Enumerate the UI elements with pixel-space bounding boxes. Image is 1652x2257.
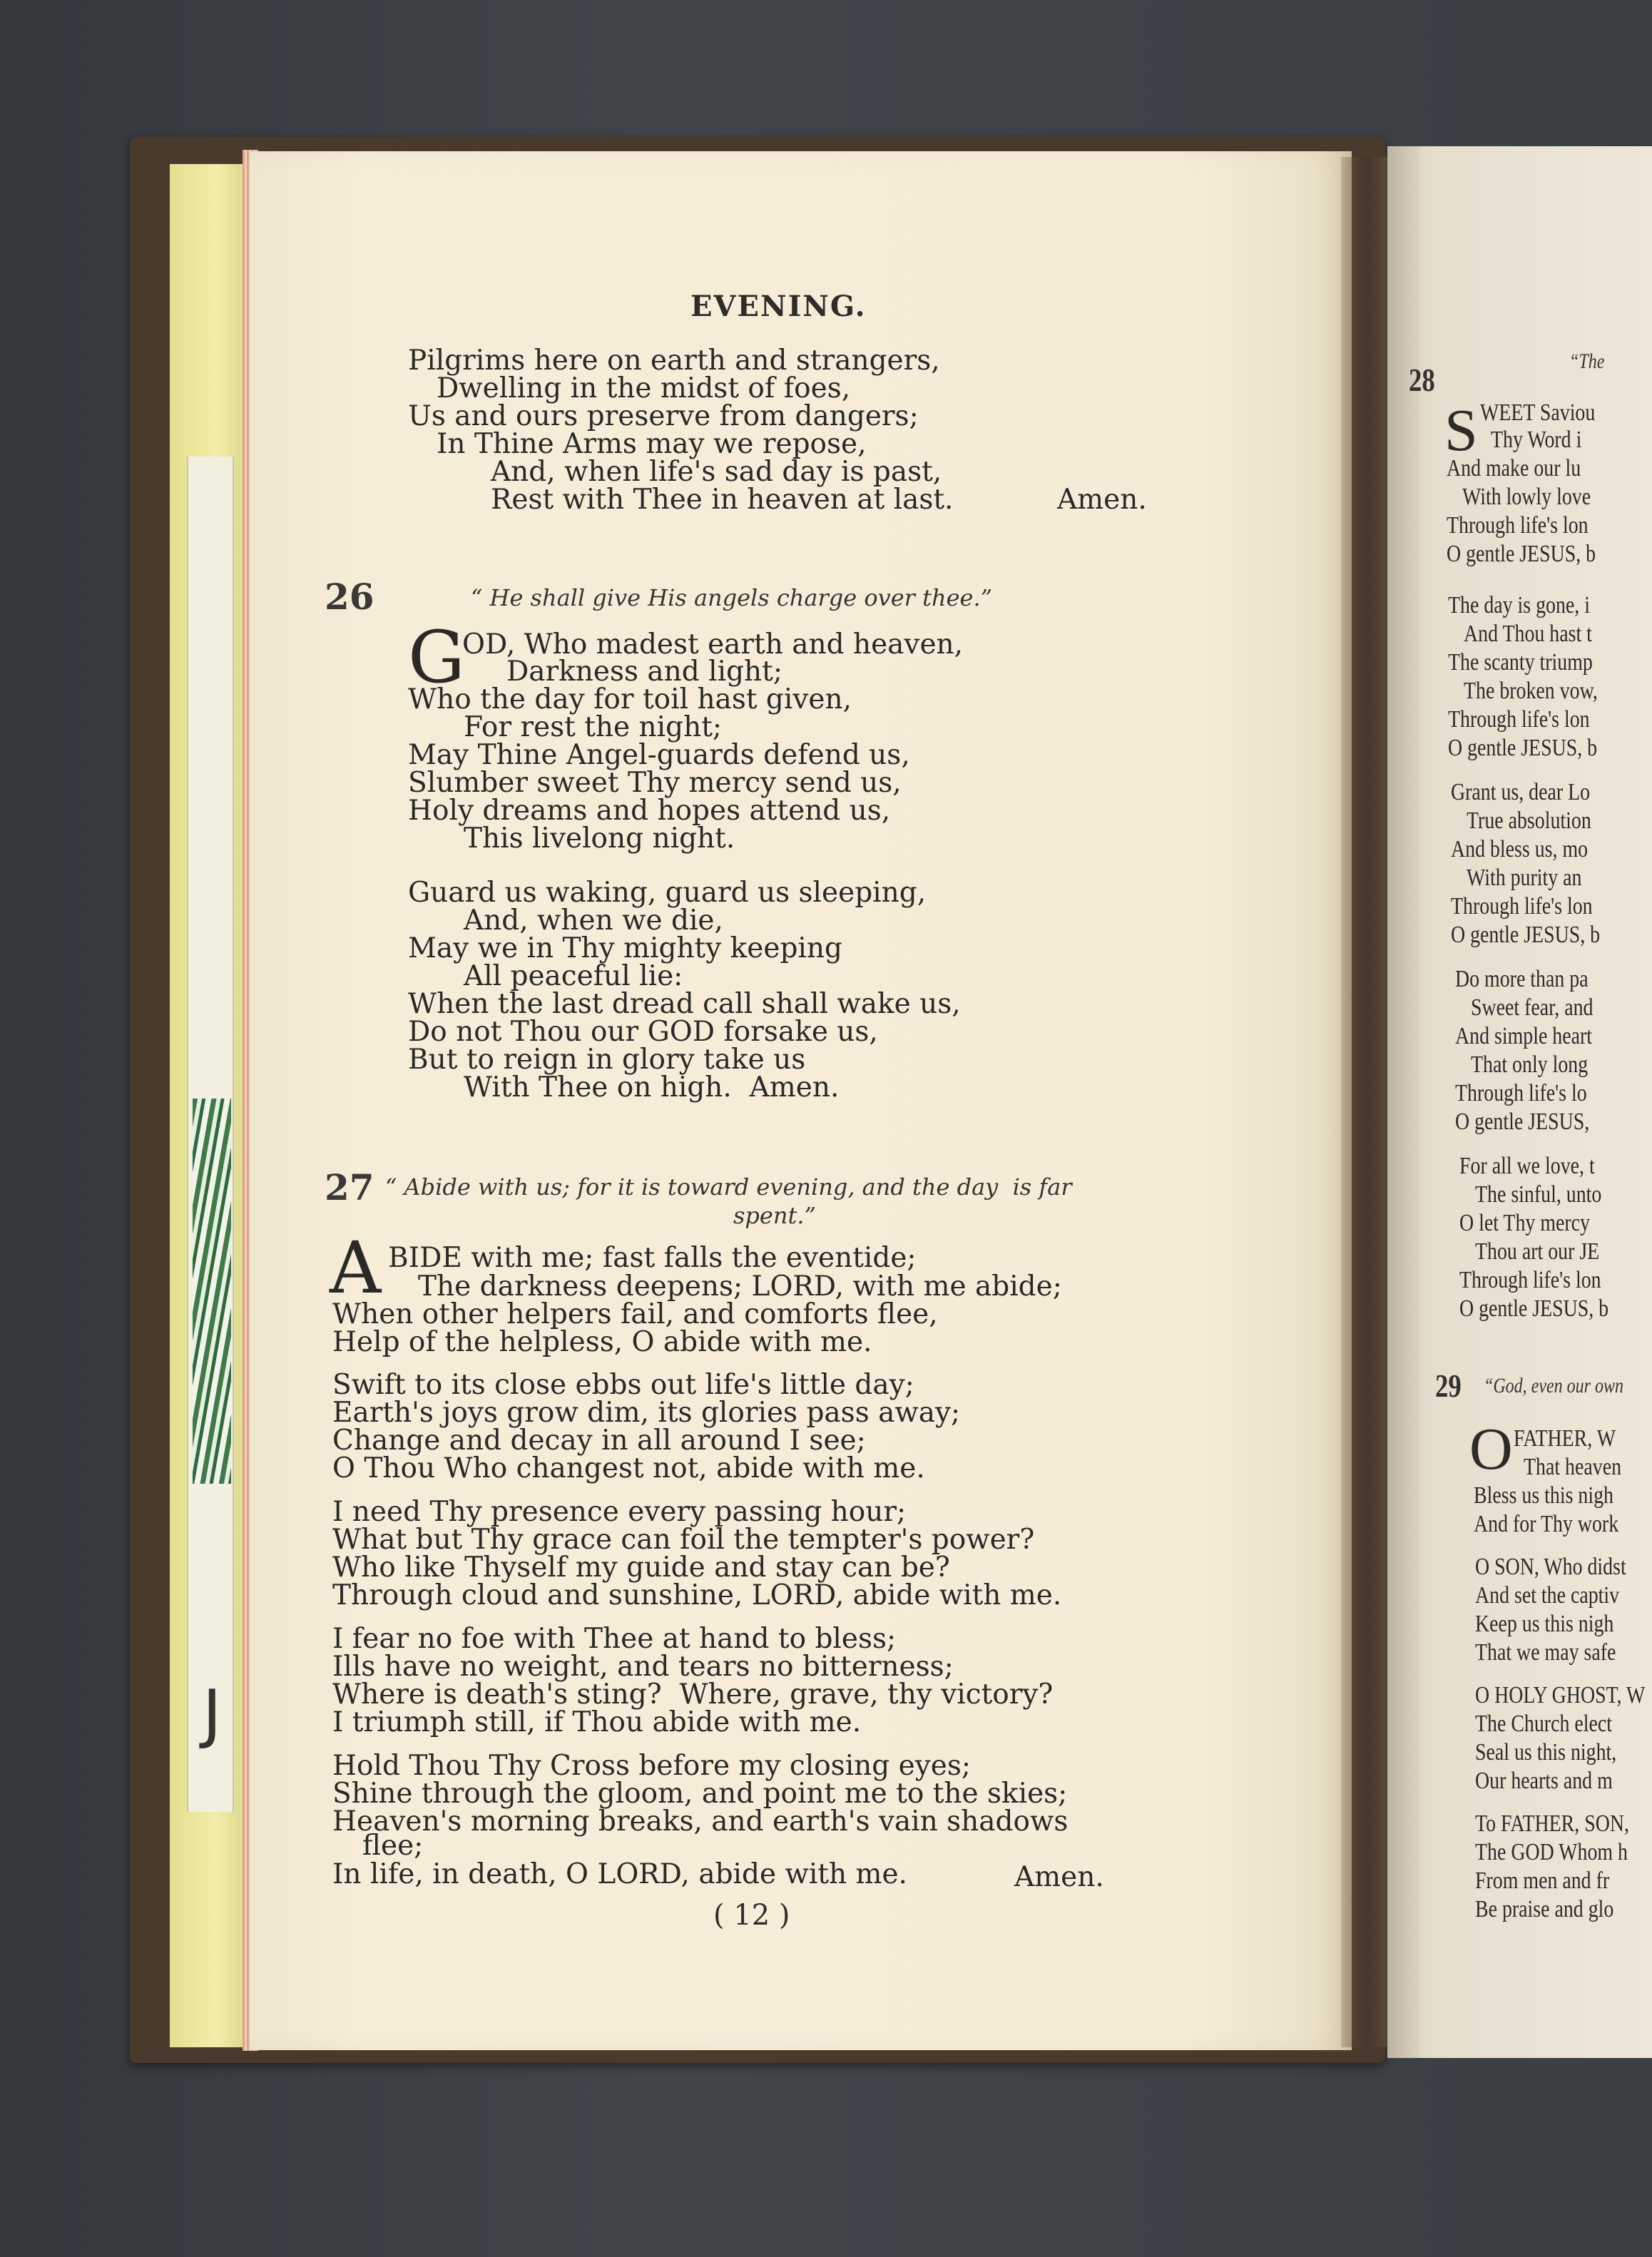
intro-line: Dwelling in the midst of foes, — [437, 372, 851, 404]
hymn-line: WEET Saviou — [1480, 399, 1596, 426]
hymn-line: Help of the helpless, O abide with me. — [332, 1326, 872, 1358]
hymn-line: And Thou hast t — [1464, 621, 1592, 647]
hymn-line: Earth's joys grow dim, its glories pass away; — [332, 1397, 961, 1429]
hymn-epigraph-cont: spent.” — [733, 1202, 816, 1229]
hymn-line: O gentle JESUS, b — [1448, 735, 1598, 761]
hymn-line: May Thine Angel-guards defend us, — [408, 739, 910, 771]
hymn-line: Be praise and glo — [1475, 1896, 1614, 1922]
hymn-number: 27 — [325, 1166, 374, 1208]
hymn-line: And for Thy work — [1474, 1511, 1619, 1537]
hymn-line: The darkness deepens; LORD, with me abide; — [418, 1270, 1062, 1303]
hymn-line: Slumber sweet Thy mercy send us, — [408, 767, 902, 799]
hymn-line: Through cloud and sunshine, LORD, abide with me. — [332, 1579, 1062, 1611]
hymn-line: When other helpers fail, and comforts flee, — [332, 1298, 938, 1330]
hymn-line: OD, Who madest earth and heaven, — [462, 628, 964, 661]
hymn-line: Where is death's sting? Where, grave, thy victory? — [332, 1678, 1054, 1711]
hymn-epigraph: “ Abide with us; for it is toward evening, and the day is far — [385, 1173, 1072, 1201]
hymn-line: Bless us this nigh — [1474, 1482, 1613, 1509]
bookmark-pattern — [193, 1099, 231, 1484]
hymn-line: I need Thy presence every passing hour; — [332, 1496, 907, 1528]
hymn-epigraph: “The — [1569, 350, 1605, 373]
right-page-curve — [1387, 146, 1419, 2058]
hymn-line: Do more than pa — [1455, 966, 1589, 992]
hymn-line: Who like Thyself my guide and stay can be? — [332, 1552, 950, 1584]
hymn-line: When the last dread call shall wake us, — [408, 988, 961, 1020]
intro-line: Rest with Thee in heaven at last. — [491, 484, 954, 516]
hymn-line: And bless us, mo — [1451, 836, 1589, 862]
hymn-line: All peaceful lie: — [464, 960, 683, 992]
hymn-line: And make our lu — [1447, 455, 1581, 482]
hymn-line: Through life's lo — [1455, 1080, 1587, 1106]
hymn-line: I triumph still, if Thou abide with me. — [332, 1706, 862, 1738]
hymn-line: Thy Word i — [1491, 427, 1582, 453]
hymn-line: Through life's lon — [1459, 1267, 1601, 1293]
bookmark-glyph: J — [203, 1676, 222, 1751]
hymn-line: O SON, Who didst — [1475, 1554, 1626, 1580]
hymn-line: This livelong night. — [464, 822, 735, 855]
hymn-line: The broken vow, — [1464, 678, 1598, 704]
drop-cap: G — [408, 616, 465, 699]
hymn-line: In life, in death, O LORD, abide with me. — [332, 1858, 907, 1890]
intro-line: In Thine Arms may we repose, — [437, 428, 867, 460]
hymn-line: Through life's lon — [1451, 893, 1593, 919]
hymn-line: Through life's lon — [1448, 706, 1590, 733]
intro-line: And, when life's sad day is past, — [491, 456, 942, 488]
hymn-line: With purity an — [1467, 865, 1582, 891]
drop-cap: O — [1469, 1416, 1513, 1482]
hymn-line: Thou art our JE — [1475, 1238, 1600, 1265]
hymn-line: flee; — [362, 1830, 424, 1862]
drop-cap: A — [330, 1226, 382, 1310]
hymn-line: With Thee on high. Amen. — [464, 1071, 840, 1104]
hymn-line: With lowly love — [1462, 484, 1591, 510]
hymn-line: FATHER, W — [1514, 1425, 1616, 1452]
hymn-line: O gentle JESUS, b — [1459, 1295, 1609, 1322]
hymn-line: That only long — [1471, 1051, 1589, 1078]
hymn-number: 29 — [1435, 1367, 1462, 1404]
hymn-line: Swift to its close ebbs out life's little day; — [332, 1369, 914, 1401]
hymn-line: For all we love, t — [1459, 1153, 1595, 1179]
hymn-line: The Church elect — [1475, 1711, 1612, 1737]
hymn-line: Sweet fear, and — [1471, 994, 1594, 1021]
hymn-line: From men and fr — [1475, 1868, 1610, 1894]
hymn-line: To FATHER, SON, — [1475, 1810, 1629, 1837]
hymn-line: For rest the night; — [464, 711, 723, 743]
intro-line: Pilgrims here on earth and strangers, — [408, 345, 940, 377]
hymn-line: BIDE with me; fast falls the eventide; — [388, 1242, 917, 1274]
hymn-line: O HOLY GHOST, W — [1475, 1682, 1646, 1708]
hymn-line: The day is gone, i — [1448, 592, 1590, 618]
hymn-line: May we in Thy mighty keeping — [408, 932, 842, 964]
hymn-line: O gentle JESUS, b — [1451, 922, 1601, 948]
hymn-line: Holy dreams and hopes attend us, — [408, 795, 891, 827]
hymn-line: And simple heart — [1455, 1023, 1593, 1049]
hymn-line: Ills have no weight, and tears no bitterness; — [332, 1651, 954, 1683]
hymn-number: 28 — [1409, 362, 1435, 398]
intro-line: Us and ours preserve from dangers; — [408, 400, 919, 432]
hymn-line: Heaven's morning breaks, and earth's vain shadows — [332, 1805, 1069, 1838]
hymn-line: O gentle JESUS, — [1455, 1109, 1590, 1135]
hymn-line: O gentle JESUS, b — [1447, 541, 1596, 567]
hymn-line: Do not Thou our GOD forsake us, — [408, 1016, 878, 1048]
intro-amen: Amen. — [1057, 484, 1147, 516]
hymn-line: That we may safe — [1475, 1639, 1616, 1666]
hymn-amen: Amen. — [1014, 1861, 1104, 1893]
hymn-line: I fear no foe with Thee at hand to bless; — [332, 1623, 897, 1655]
hymn-line: And set the captiv — [1475, 1582, 1620, 1609]
hymn-line: Grant us, dear Lo — [1451, 779, 1591, 805]
hymn-line: What but Thy grace can foil the tempter's power? — [332, 1524, 1035, 1556]
hymn-line: Through life's lon — [1447, 512, 1589, 539]
book-gutter — [1341, 157, 1391, 2047]
hymn-line: The sinful, unto — [1475, 1181, 1602, 1208]
hymn-line: Hold Thou Thy Cross before my closing eyes; — [332, 1750, 972, 1782]
page-number: ( 12 ) — [713, 1899, 790, 1932]
hymn-epigraph: “ He shall give His angels charge over thee.” — [471, 584, 992, 611]
hymn-line: O Thou Who changest not, abide with me. — [332, 1452, 925, 1484]
hymn-line: Darkness and light; — [506, 656, 782, 688]
hymn-line: But to reign in glory take us — [408, 1044, 806, 1076]
hymn-line: Change and decay in all around I see; — [332, 1425, 866, 1457]
hymn-line: Guard us waking, guard us sleeping, — [408, 877, 927, 909]
drop-cap: S — [1444, 397, 1478, 464]
hymn-line: The GOD Whom h — [1475, 1839, 1628, 1865]
hymn-number: 26 — [325, 576, 374, 618]
hymn-epigraph: “God, even our own — [1484, 1374, 1623, 1397]
hymn-line: Keep us this nigh — [1475, 1611, 1614, 1637]
hymn-line: Our hearts and m — [1475, 1768, 1613, 1794]
hymn-line: That heaven — [1524, 1454, 1622, 1480]
hymn-line: Shine through the gloom, and point me to the skies; — [332, 1778, 1068, 1810]
hymn-line: True absolution — [1467, 807, 1591, 834]
hymn-line: Seal us this night, — [1475, 1739, 1617, 1766]
hymn-line: Who the day for toil hast given, — [408, 683, 852, 715]
page-running-head: EVENING. — [690, 290, 867, 323]
hymn-line: O let Thy mercy — [1459, 1210, 1590, 1236]
hymn-line: The scanty triump — [1448, 649, 1593, 676]
hymn-line: And, when we die, — [464, 905, 723, 937]
